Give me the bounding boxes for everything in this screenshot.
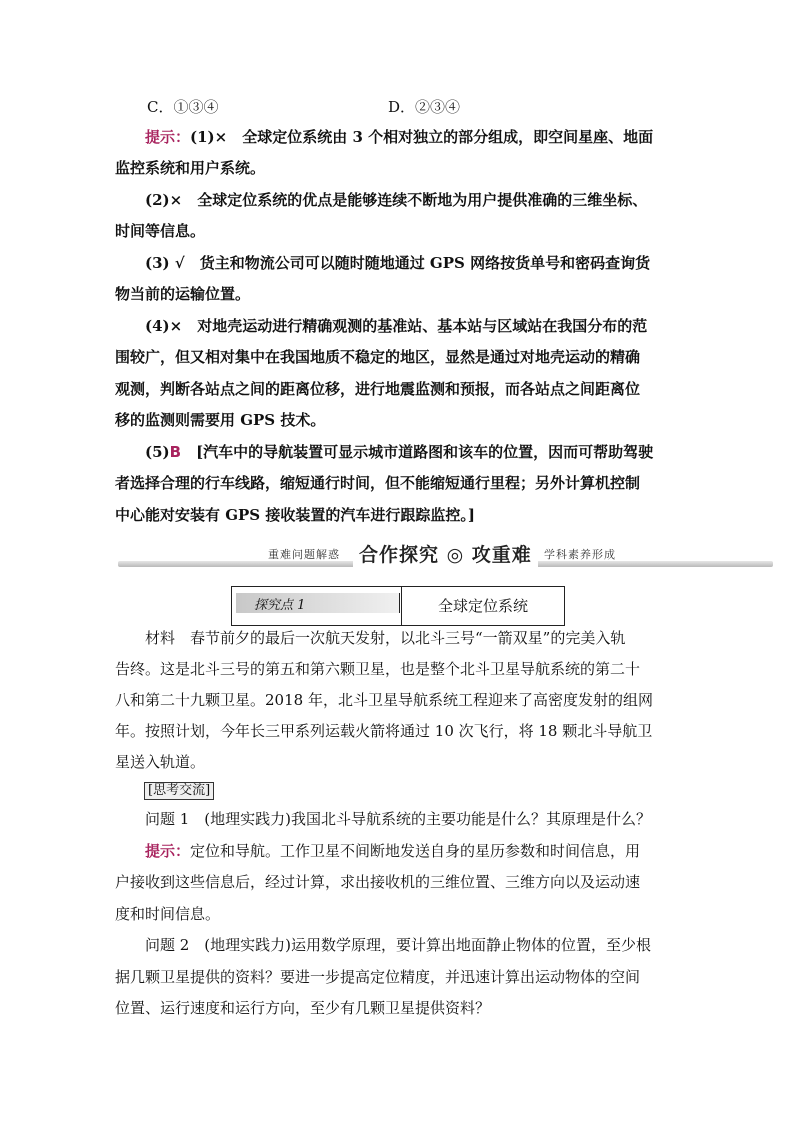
hint-5-cont1: 者选择合理的行车线路，缩短通行时间，但不能缩短通行里程；另外计算机控制 (115, 474, 641, 492)
hint-5-cont2: 中心能对安装有 GPS 接收装置的汽车进行跟踪监控。] (115, 506, 475, 524)
option-c: C．①③④ (147, 98, 219, 116)
answer-1: 提示：定位和导航。工作卫星不间断地发送自身的星历参数和时间信息，用 (145, 842, 641, 860)
hint-2-cont: 时间等信息。 (115, 222, 206, 240)
banner-left-text: 重难问题解惑 (268, 548, 340, 561)
hint-label-2: 提示： (145, 842, 191, 860)
answer-1-cont1: 户接收到这些信息后，经过计算，求出接收机的三维位置、三维方向以及运动速 (115, 873, 641, 891)
hint-4-cont3: 移的监测则需要用 GPS 技术。 (115, 411, 326, 429)
hint-5: (5)B [汽车中的导航装置可显示城市道路图和该车的位置，因而可帮助驾驶 (145, 443, 654, 461)
explore-title: 全球定位系统 (437, 597, 528, 615)
answer-letter: B (169, 443, 182, 461)
hint-4-cont2: 观测，判断各站点之间的距离位移，进行地震监测和预报，而各站点之间距离位 (115, 380, 641, 398)
hint-4-cont1: 围较广，但又相对集中在我国地质不稳定的地区，显然是通过对地壳运动的精确 (115, 348, 641, 366)
hint-1-cont: 监控系统和用户系统。 (115, 159, 266, 177)
hint-3-cont: 物当前的运输位置。 (115, 285, 251, 303)
option-d: D．②③④ (388, 98, 461, 116)
banner-right-text: 学科素养形成 (544, 548, 616, 561)
explore-point-box (231, 586, 565, 626)
question-2-cont2: 位置、运行速度和运行方向，至少有几颗卫星提供资料？ (115, 999, 491, 1017)
hint-label: 提示： (145, 128, 191, 146)
material-line-4: 年。按照计划，今年长三甲系列运载火箭将通过 10 次飞行，将 18 颗北斗导航卫 (115, 722, 653, 740)
material-line-5: 星送入轨道。 (115, 753, 206, 771)
material-line-1: 材料 春节前夕的最后一次航天发射，以北斗三号“一箭双星”的完美入轨 (145, 629, 626, 647)
banner-title: 合作探究 ◎ 攻重难 (353, 540, 538, 567)
question-1: 问题 1 (地理实践力)我国北斗导航系统的主要功能是什么？其原理是什么？ (145, 810, 652, 828)
hint-3: (3) √ 货主和物流公司可以随时随地通过 GPS 网络按货单号和密码查询货 (145, 254, 651, 272)
material-line-3: 八和第二十九颗卫星。2018 年，北斗卫星导航系统工程迎来了高密度发射的组网 (115, 691, 653, 709)
hint-1: 提示：(1)× 全球定位系统由 3 个相对独立的部分组成，即空间星座、地面 (145, 128, 654, 146)
question-2: 问题 2 (地理实践力)运用数学原理，要计算出地面静止物体的位置，至少根 (145, 936, 652, 954)
hint-2: (2)× 全球定位系统的优点是能够连续不断地为用户提供准确的三维坐标、 (145, 191, 648, 209)
answer-1-cont2: 度和时间信息。 (115, 905, 221, 923)
section-banner (118, 540, 778, 572)
material-line-2: 告终。这是北斗三号的第五和第六颗卫星，也是整个北斗卫星导航系统的第二十 (115, 660, 641, 678)
question-2-cont1: 据几颗卫星提供的资料？要进一步提高定位精度，并迅速计算出运动物体的空间 (115, 968, 641, 986)
explore-tag: 探究点 1 (236, 593, 400, 613)
hint-4: (4)× 对地壳运动进行精确观测的基准站、基本站与区域站在我国分布的范 (145, 317, 648, 335)
think-exchange-label: [思考交流] (144, 782, 214, 800)
